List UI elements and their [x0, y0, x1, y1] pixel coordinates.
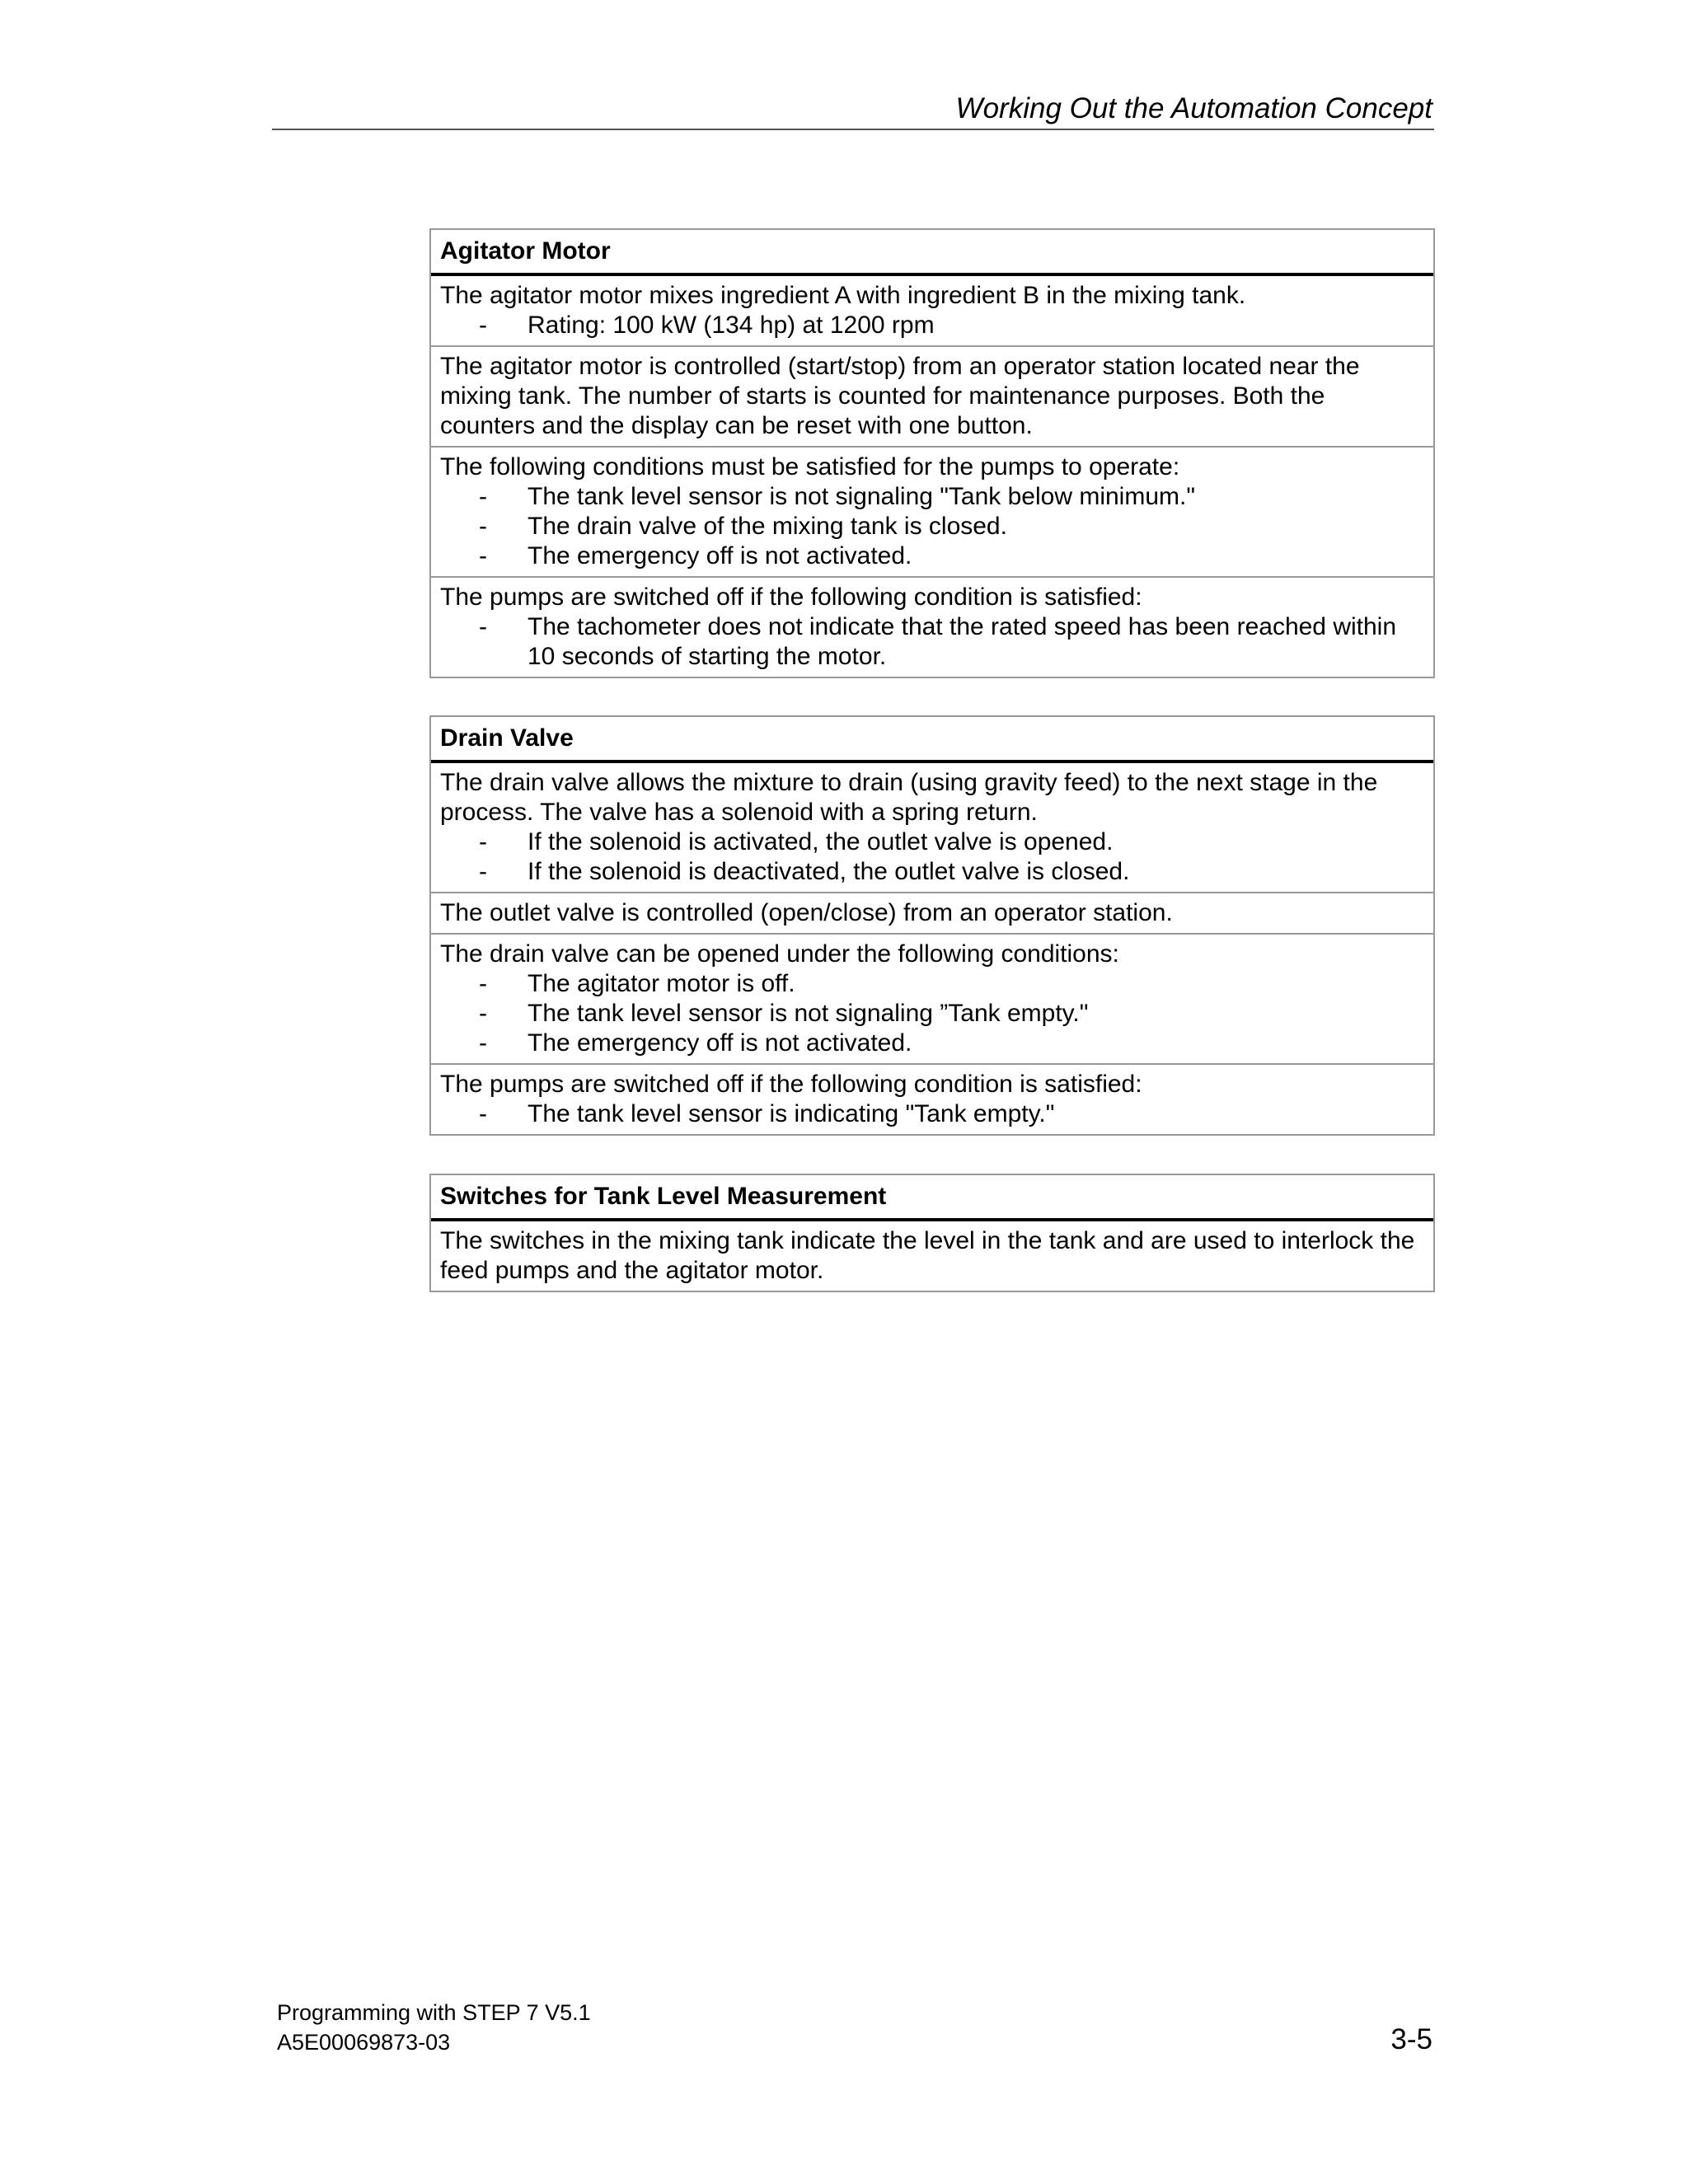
page-number: 3-5	[1390, 2023, 1432, 2055]
bullet-text: The drain valve of the mixing tank is closed.	[528, 513, 1007, 540]
row-text: The drain valve can be opened under the following conditions:	[440, 940, 1119, 968]
row-text: The agitator motor mixes ingredient A with ingredient B in the mixing tank.	[440, 282, 1246, 309]
row-text: The drain valve allows the mixture to drain (using gravity feed) to the next stage in the process. The valve has a solenoid with a spring return.	[440, 769, 1378, 826]
list-item	[440, 857, 1424, 887]
bullet-marker: -	[479, 1029, 487, 1057]
bullet-marker: -	[479, 1000, 487, 1027]
row-text: The following conditions must be satisfied for the pumps to operate:	[440, 453, 1180, 480]
row-text: The switches in the mixing tank indicate the level in the tank and are used to interlock the feed pumps and the agitator motor.	[440, 1227, 1415, 1284]
bullet-text: The tank level sensor is not signaling "Tank below minimum."	[528, 483, 1195, 510]
bullet-marker: -	[479, 970, 487, 997]
section-drain-valve	[429, 715, 1435, 1136]
bullet-marker: -	[479, 613, 487, 640]
bullet-marker: -	[479, 542, 487, 569]
table-row	[431, 345, 1433, 446]
list-item	[440, 827, 1424, 857]
table-row	[431, 892, 1433, 933]
bullet-text: If the solenoid is deactivated, the outlet valve is closed.	[528, 858, 1130, 885]
list-item	[440, 969, 1424, 999]
list-item	[440, 311, 1424, 340]
footer-document-info	[277, 1998, 591, 2057]
table-row	[431, 576, 1433, 677]
bullet-marker: -	[479, 828, 487, 855]
section-tank-level-switches	[429, 1174, 1435, 1292]
list-item	[440, 482, 1424, 512]
footer-order-number: A5E00069873-03	[277, 2030, 451, 2055]
bullet-text: The tank level sensor is not signaling ”Tank empty."	[528, 1000, 1089, 1027]
bullet-text: The emergency off is not activated.	[528, 542, 912, 569]
table-row	[431, 763, 1433, 892]
bullet-text: If the solenoid is activated, the outlet valve is opened.	[528, 828, 1114, 855]
footer-title: Programming with STEP 7 V5.1	[277, 2000, 591, 2025]
row-text: The agitator motor is controlled (start/stop) from an operator station located near the mixing tank. The number of starts is counted for maintenance purposes. Both the counters and the display can be reset with one button.	[440, 353, 1360, 439]
row-text: The pumps are switched off if the following condition is satisfied:	[440, 583, 1142, 611]
section-agitator-motor	[429, 228, 1435, 678]
bullet-text: The tachometer does not indicate that the rated speed has been reached within 10 seconds of starting the motor.	[528, 613, 1397, 670]
table-row	[431, 1221, 1433, 1291]
list-item	[440, 512, 1424, 541]
section-heading: Drain Valve	[431, 717, 1433, 763]
table-row	[431, 1063, 1433, 1134]
list-item	[440, 1029, 1424, 1058]
header-rule	[272, 129, 1434, 130]
table-row	[431, 933, 1433, 1063]
bullet-marker: -	[479, 483, 487, 510]
list-item	[440, 1099, 1424, 1129]
bullet-text: Rating: 100 kW (134 hp) at 1200 rpm	[528, 312, 935, 339]
table-row	[431, 446, 1433, 576]
bullet-marker: -	[479, 858, 487, 885]
bullet-marker: -	[479, 513, 487, 540]
row-text: The outlet valve is controlled (open/close) from an operator station.	[440, 899, 1173, 926]
bullet-text: The tank level sensor is indicating "Tank empty."	[528, 1100, 1055, 1127]
row-text: The pumps are switched off if the following condition is satisfied:	[440, 1071, 1142, 1098]
table-row	[431, 276, 1433, 345]
list-item	[440, 612, 1424, 672]
list-item	[440, 541, 1424, 571]
list-item	[440, 999, 1424, 1029]
bullet-marker: -	[479, 312, 487, 339]
bullet-marker: -	[479, 1100, 487, 1127]
running-header: Working Out the Automation Concept	[955, 92, 1432, 124]
bullet-text: The agitator motor is off.	[528, 970, 795, 997]
section-heading: Switches for Tank Level Measurement	[431, 1175, 1433, 1221]
bullet-text: The emergency off is not activated.	[528, 1029, 912, 1057]
section-heading: Agitator Motor	[431, 230, 1433, 276]
